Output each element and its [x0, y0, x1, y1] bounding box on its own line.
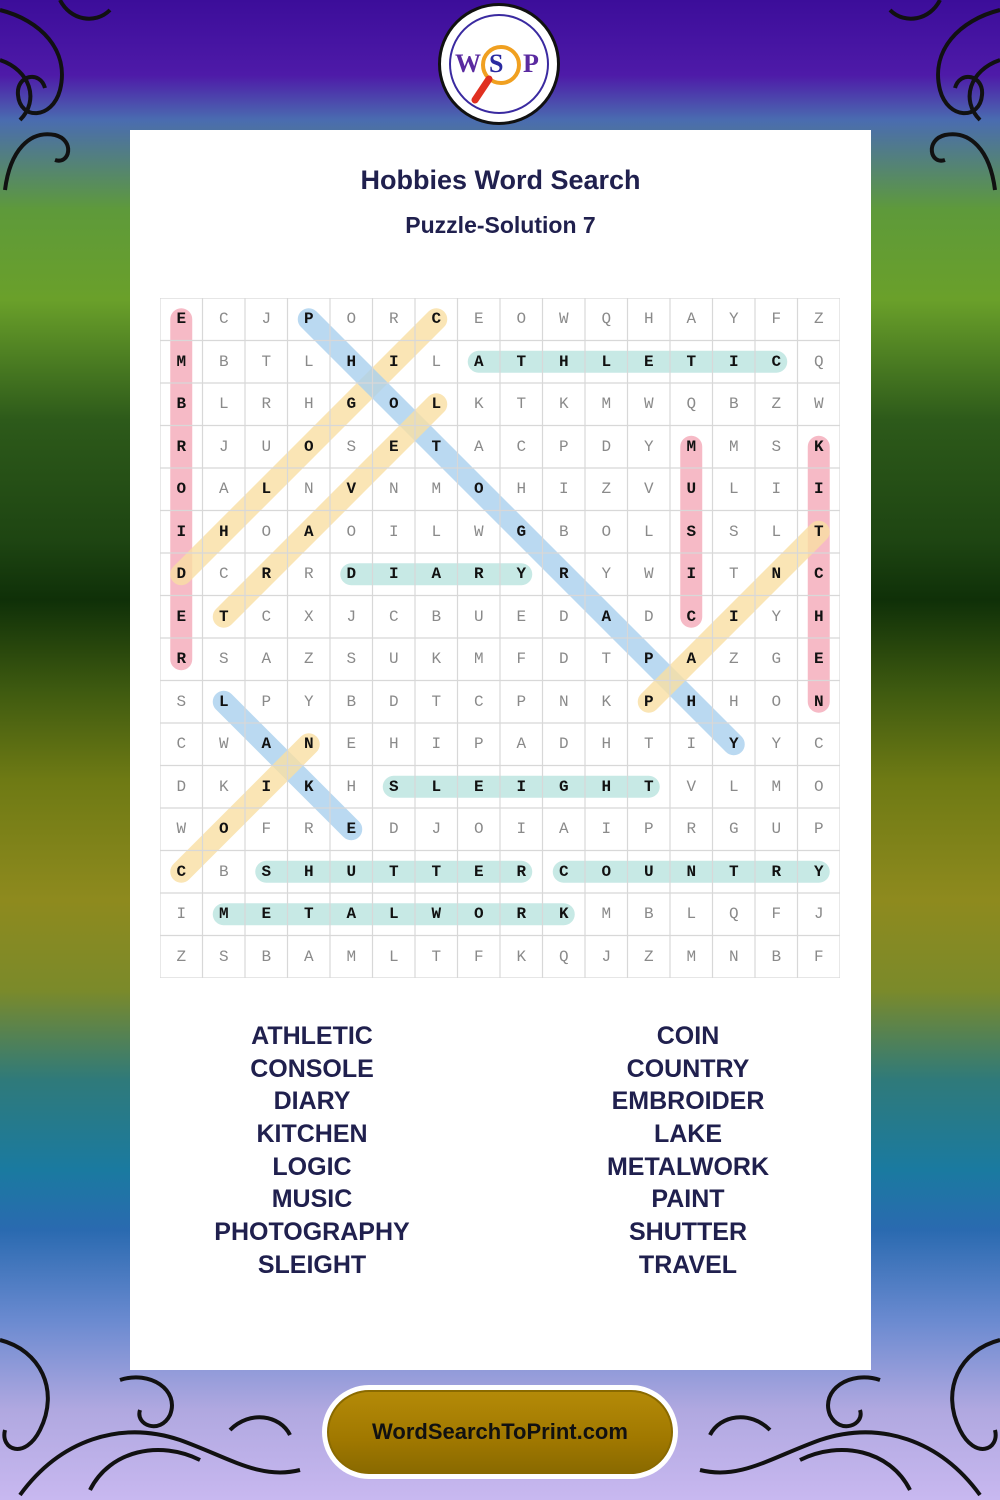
grid-cell[interactable]: R	[771, 862, 782, 881]
grid-cell[interactable]: E	[473, 777, 484, 796]
grid-cell[interactable]: T	[728, 862, 739, 881]
grid-cell[interactable]: H	[303, 862, 314, 881]
grid-cell[interactable]: W	[813, 395, 824, 413]
grid-cell[interactable]: G	[516, 522, 527, 541]
word-list-item: TRAVEL	[638, 1250, 738, 1279]
grid-cell[interactable]: C	[176, 735, 187, 753]
grid-cell[interactable]: B	[558, 522, 569, 541]
grid-cell[interactable]: I	[516, 777, 527, 796]
grid-cell[interactable]: H	[346, 777, 357, 796]
grid-cell[interactable]: I	[516, 820, 527, 838]
grid-cell[interactable]: K	[601, 692, 612, 711]
grid-cell[interactable]: R	[261, 565, 272, 583]
site-logo[interactable]	[438, 3, 560, 125]
grid-cell[interactable]: Q	[558, 947, 569, 966]
grid-cell[interactable]: I	[388, 565, 399, 583]
grid-cell[interactable]: S	[771, 437, 782, 456]
grid-cell[interactable]: L	[728, 480, 739, 498]
grid-cell[interactable]: I	[686, 735, 697, 753]
grid-cell[interactable]: D	[558, 607, 569, 626]
grid-cell[interactable]: S	[218, 650, 229, 668]
logo-letter-w: W	[455, 49, 481, 78]
grid-cell[interactable]: Z	[303, 650, 314, 668]
grid-cell[interactable]: N	[303, 735, 314, 753]
grid-cell[interactable]: V	[686, 777, 697, 796]
word-list-right	[538, 1020, 838, 1282]
grid-cell[interactable]: S	[686, 522, 697, 541]
grid-cell[interactable]: Y	[813, 862, 824, 881]
grid-cell[interactable]: O	[261, 522, 272, 541]
grid-cell[interactable]: L	[261, 480, 272, 498]
grid-cell[interactable]: B	[218, 352, 229, 371]
grid-cell[interactable]: C	[176, 862, 187, 881]
grid-cell[interactable]: C	[261, 607, 272, 626]
grid-cell[interactable]: R	[303, 820, 314, 838]
grid-cell[interactable]: K	[473, 395, 484, 413]
grid-cell[interactable]: L	[431, 395, 442, 413]
grid-cell[interactable]: U	[346, 862, 357, 881]
grid-cell[interactable]: K	[431, 650, 442, 668]
grid-cell[interactable]: M	[218, 905, 229, 923]
grid-cell[interactable]: J	[813, 905, 824, 923]
grid-cell[interactable]: P	[558, 437, 569, 456]
grid-cell[interactable]: I	[388, 352, 399, 371]
grid-cell[interactable]: N	[303, 480, 314, 498]
grid-cell[interactable]: B	[643, 905, 654, 923]
grid-cell[interactable]: H	[516, 480, 527, 498]
logo-letter-s: S	[489, 49, 504, 78]
grid-cell[interactable]: D	[176, 565, 187, 583]
word-list-item: SLEIGHT	[257, 1250, 367, 1279]
grid-cell[interactable]: I	[771, 480, 782, 498]
grid-cell[interactable]: Q	[813, 352, 824, 371]
grid-cell[interactable]: I	[686, 565, 697, 583]
grid-cell[interactable]: R	[558, 565, 569, 583]
grid-cell[interactable]: W	[643, 395, 654, 413]
word-list-item: KITCHEN	[256, 1120, 368, 1149]
grid-cell[interactable]: P	[473, 735, 484, 753]
grid-cell[interactable]: L	[431, 522, 442, 541]
word-list-item: METALWORK	[606, 1152, 769, 1181]
grid-cell[interactable]: A	[218, 480, 229, 498]
corner-ornament-top-left	[0, 0, 130, 200]
word-list-item: ATHLETIC	[251, 1022, 373, 1050]
grid-cell[interactable]: B	[771, 947, 782, 966]
grid-cell[interactable]: E	[176, 310, 187, 328]
grid-cell[interactable]: O	[473, 480, 484, 498]
grid-cell[interactable]: Y	[728, 735, 739, 753]
grid-cell[interactable]: U	[686, 480, 697, 498]
grid-cell[interactable]: N	[728, 947, 739, 966]
grid-cell[interactable]: D	[388, 692, 399, 711]
word-list-item: COIN	[656, 1022, 720, 1050]
grid-cell[interactable]: W	[431, 905, 442, 923]
grid-cell[interactable]: O	[176, 480, 187, 498]
grid-cell[interactable]: Y	[601, 565, 612, 583]
grid-cell[interactable]: O	[346, 522, 357, 541]
grid-cell[interactable]: L	[431, 352, 442, 371]
grid-cell[interactable]: L	[303, 352, 314, 371]
grid-cell[interactable]: A	[261, 650, 272, 668]
grid-cell[interactable]: E	[346, 820, 357, 838]
grid-cell[interactable]: I	[558, 480, 569, 498]
grid-cell[interactable]: H	[388, 735, 399, 753]
grid-cell[interactable]: T	[643, 735, 654, 753]
grid-cell[interactable]: K	[558, 395, 569, 413]
grid-cell[interactable]: E	[516, 607, 527, 626]
grid-cell[interactable]: F	[473, 947, 484, 966]
grid-cell[interactable]: L	[686, 905, 697, 923]
grid-cell[interactable]: C	[771, 352, 782, 371]
grid-cell[interactable]: W	[218, 735, 229, 753]
grid-cell[interactable]: P	[516, 692, 527, 711]
grid-cell[interactable]: F	[516, 650, 527, 668]
word-list-item: SHUTTER	[628, 1218, 748, 1247]
grid-cell[interactable]: B	[346, 692, 357, 711]
grid-cell[interactable]: C	[218, 310, 229, 328]
grid-cell[interactable]: O	[218, 820, 229, 838]
grid-cell[interactable]: D	[176, 777, 187, 796]
grid-cell[interactable]: A	[346, 905, 357, 923]
grid-cell[interactable]: R	[516, 905, 527, 923]
grid-cell[interactable]: O	[388, 395, 399, 413]
grid-cell[interactable]: N	[813, 692, 824, 711]
grid-cell[interactable]: C	[473, 692, 484, 711]
grid-cell[interactable]: H	[346, 352, 357, 371]
grid-cell[interactable]: B	[728, 395, 739, 413]
grid-cell[interactable]: A	[686, 310, 697, 328]
word-list-item: CONSOLE	[250, 1054, 374, 1083]
grid-cell[interactable]: H	[728, 692, 739, 711]
grid-cell[interactable]: L	[218, 692, 229, 711]
grid-cell[interactable]: C	[431, 310, 442, 328]
grid-cell[interactable]: R	[388, 310, 399, 328]
grid-cell[interactable]: C	[813, 735, 824, 753]
grid-cell[interactable]: N	[686, 862, 697, 881]
grid-cell[interactable]: J	[431, 820, 442, 838]
grid-cell[interactable]: A	[303, 947, 314, 966]
grid-cell[interactable]: M	[686, 947, 697, 966]
grid-cell[interactable]: I	[176, 522, 187, 541]
grid-cell[interactable]: I	[431, 735, 442, 753]
grid-cell[interactable]: W	[558, 310, 569, 328]
grid-cell[interactable]: O	[771, 692, 782, 711]
grid-cell[interactable]: Y	[303, 692, 314, 711]
grid-cell[interactable]: G	[346, 395, 357, 413]
grid-cell[interactable]: X	[303, 607, 314, 626]
grid-cell[interactable]: R	[261, 395, 272, 413]
grid-cell[interactable]: C	[813, 565, 824, 583]
grid-cell[interactable]: T	[516, 395, 527, 413]
grid-cell[interactable]: C	[686, 607, 697, 626]
word-list-item: PHOTOGRAPHY	[214, 1218, 410, 1247]
grid-cell[interactable]: S	[728, 522, 739, 541]
grid-cell[interactable]: T	[431, 437, 442, 456]
grid-cell[interactable]: T	[601, 650, 612, 668]
grid-cell[interactable]: F	[813, 947, 824, 966]
word-list-item: LOGIC	[272, 1152, 352, 1181]
grid-cell[interactable]: M	[176, 352, 187, 371]
grid-cell[interactable]: S	[346, 650, 357, 668]
grid-cell[interactable]: P	[643, 692, 654, 711]
grid-cell[interactable]: C	[516, 437, 527, 456]
grid-cell[interactable]: A	[686, 650, 697, 668]
grid-cell[interactable]: I	[261, 777, 272, 796]
grid-cell[interactable]: D	[558, 735, 569, 753]
grid-cell[interactable]: Z	[601, 480, 612, 498]
grid-cell[interactable]: I	[601, 820, 612, 838]
grid-cell[interactable]: R	[516, 862, 527, 881]
site-link[interactable]: WordSearchToPrint.com	[327, 1390, 673, 1474]
grid-cell[interactable]: T	[813, 522, 824, 541]
word-list-item: DIARY	[273, 1087, 351, 1116]
grid-cell[interactable]: K	[813, 437, 824, 456]
grid-cell[interactable]: C	[218, 565, 229, 583]
grid-cell[interactable]: H	[558, 352, 569, 371]
grid-cell[interactable]: F	[261, 820, 272, 838]
grid-cell[interactable]: Z	[771, 395, 782, 413]
grid-cell[interactable]: E	[176, 607, 187, 626]
grid-cell[interactable]: C	[388, 607, 399, 626]
page-subtitle: Puzzle-Solution 7	[405, 212, 596, 238]
word-list-left	[162, 1020, 462, 1282]
word-search-grid	[160, 298, 840, 978]
grid-cell[interactable]: M	[686, 437, 697, 456]
grid-cell[interactable]: D	[388, 820, 399, 838]
word-list-item: PAINT	[651, 1185, 725, 1214]
grid-cell[interactable]: F	[771, 905, 782, 923]
grid-cell[interactable]: E	[473, 862, 484, 881]
grid-cell[interactable]: A	[473, 437, 484, 456]
grid-cell[interactable]: M	[771, 777, 782, 796]
grid-cell[interactable]: J	[218, 437, 229, 456]
grid-cell[interactable]: A	[431, 565, 442, 583]
grid-cell[interactable]: T	[303, 905, 314, 923]
logo-letter-p: P	[523, 49, 539, 78]
grid-cell[interactable]: E	[388, 437, 399, 456]
grid-cell[interactable]: Z	[813, 310, 824, 328]
grid-cell[interactable]: Q	[601, 310, 612, 328]
grid-cell[interactable]: L	[431, 777, 442, 796]
grid-cell[interactable]: Z	[176, 947, 187, 966]
grid-cell[interactable]: M	[473, 650, 484, 668]
grid-cell[interactable]: E	[643, 352, 654, 371]
grid-cell[interactable]: O	[601, 522, 612, 541]
grid-cell[interactable]: V	[346, 480, 357, 498]
grid-cell[interactable]: T	[686, 352, 697, 371]
grid-cell[interactable]: T	[516, 352, 527, 371]
grid-cell[interactable]: Y	[771, 607, 782, 626]
grid-cell[interactable]: O	[473, 820, 484, 838]
grid-cell[interactable]: U	[473, 607, 484, 626]
grid-cell[interactable]: M	[728, 437, 739, 456]
grid-cell[interactable]: T	[218, 607, 229, 626]
grid-cell[interactable]: Y	[516, 565, 527, 583]
grid-cell[interactable]: I	[388, 522, 399, 541]
grid-cell[interactable]: S	[346, 437, 357, 456]
grid-cell[interactable]: R	[473, 565, 484, 583]
grid-cell[interactable]: A	[516, 735, 527, 753]
grid-cell[interactable]: C	[558, 862, 569, 881]
grid-cell[interactable]: K	[516, 947, 527, 966]
grid-cell[interactable]: L	[643, 522, 654, 541]
grid-cell[interactable]: B	[176, 395, 187, 413]
grid-cell[interactable]: V	[643, 480, 654, 498]
grid-cell[interactable]: L	[218, 395, 229, 413]
grid-cell[interactable]: B	[261, 947, 272, 966]
grid-cell[interactable]: P	[303, 310, 314, 328]
grid-cell[interactable]: O	[813, 777, 824, 796]
grid-cell[interactable]: T	[388, 862, 399, 881]
grid-cell[interactable]: Z	[643, 947, 654, 966]
grid-cell[interactable]: Y	[643, 437, 654, 456]
grid-cell[interactable]: J	[601, 947, 612, 966]
grid-cell[interactable]: H	[643, 310, 654, 328]
grid-cell[interactable]: H	[601, 777, 612, 796]
grid-cell[interactable]: L	[388, 905, 399, 923]
grid-cell[interactable]: K	[303, 777, 314, 796]
grid-cell[interactable]: Z	[728, 650, 739, 668]
grid-cell[interactable]: H	[686, 692, 697, 711]
word-list-item: MUSIC	[271, 1185, 353, 1214]
grid-cell[interactable]: U	[771, 820, 782, 838]
grid-cell[interactable]: W	[473, 522, 484, 541]
grid-cell[interactable]: A	[558, 820, 569, 838]
grid-cell[interactable]: L	[771, 522, 782, 541]
grid-cell[interactable]: P	[813, 820, 824, 838]
grid-cell[interactable]: P	[643, 650, 654, 668]
grid-cell[interactable]: E	[261, 905, 272, 923]
grid-cell[interactable]: U	[643, 862, 654, 881]
grid-cell[interactable]: H	[218, 522, 229, 541]
grid-cell[interactable]: D	[346, 565, 357, 583]
grid-cell[interactable]: A	[303, 522, 314, 541]
grid-cell[interactable]: P	[261, 692, 272, 711]
grid-cell[interactable]: T	[643, 777, 654, 796]
grid-letters	[160, 298, 840, 978]
corner-ornament-top-right	[870, 0, 1000, 200]
grid-cell[interactable]: N	[388, 480, 399, 498]
grid-cell[interactable]: O	[473, 905, 484, 923]
grid-cell[interactable]: R	[176, 650, 187, 668]
grid-cell[interactable]: G	[558, 777, 569, 796]
grid-cell[interactable]: M	[431, 480, 442, 498]
grid-cell[interactable]: Q	[686, 395, 697, 413]
grid-cell[interactable]: Y	[771, 735, 782, 753]
grid-cell[interactable]: G	[771, 650, 782, 668]
grid-cell[interactable]: U	[261, 437, 272, 456]
grid-cell[interactable]: O	[303, 437, 314, 456]
grid-cell[interactable]: N	[771, 565, 782, 583]
logo-ring	[449, 14, 549, 114]
grid-cell[interactable]: W	[643, 565, 654, 583]
grid-cell[interactable]: K	[218, 777, 229, 796]
grid-cell[interactable]: N	[558, 692, 569, 711]
grid-cell[interactable]: L	[388, 947, 399, 966]
grid-cell[interactable]: Q	[728, 905, 739, 923]
grid-cell[interactable]: R	[303, 565, 314, 583]
grid-cell[interactable]: J	[261, 310, 272, 328]
grid-cell[interactable]: E	[813, 650, 824, 668]
grid-cell[interactable]: D	[601, 437, 612, 456]
grid-cell[interactable]: E	[473, 310, 484, 328]
grid-cell[interactable]: S	[218, 947, 229, 966]
grid-cell[interactable]: L	[601, 352, 612, 371]
grid-cell[interactable]: G	[728, 820, 739, 838]
grid-cell[interactable]: R	[176, 437, 187, 456]
grid-cell[interactable]: H	[813, 607, 824, 626]
grid-cell[interactable]: O	[601, 862, 612, 881]
grid-cell[interactable]: M	[601, 905, 612, 923]
grid-cell[interactable]: A	[473, 352, 484, 371]
grid-cell[interactable]: O	[346, 310, 357, 328]
grid-cell[interactable]: I	[813, 480, 824, 498]
grid-cell[interactable]: A	[261, 735, 272, 753]
grid-cell[interactable]: T	[431, 692, 442, 711]
grid-cell[interactable]: S	[176, 692, 187, 711]
grid-cell[interactable]: M	[601, 395, 612, 413]
grid-cell[interactable]: P	[643, 820, 654, 838]
grid-cell[interactable]: T	[261, 352, 272, 371]
grid-cell[interactable]: M	[346, 947, 357, 966]
grid-cell[interactable]: R	[686, 820, 697, 838]
footer-badge	[322, 1385, 678, 1479]
word-list-item: EMBROIDER	[611, 1087, 765, 1116]
grid-cell[interactable]: W	[176, 820, 187, 838]
grid-cell[interactable]: U	[388, 650, 399, 668]
grid-cell[interactable]: I	[176, 905, 187, 923]
word-list-item: LAKE	[653, 1120, 723, 1149]
grid-cell[interactable]: T	[728, 565, 739, 583]
grid-cell[interactable]: B	[218, 862, 229, 881]
grid-cell[interactable]: L	[728, 777, 739, 796]
grid-cell[interactable]: K	[558, 905, 569, 923]
grid-cell[interactable]: B	[431, 607, 442, 626]
grid-cell[interactable]: F	[771, 310, 782, 328]
grid-cell[interactable]: D	[558, 650, 569, 668]
grid-cell[interactable]: O	[516, 310, 527, 328]
grid-cell[interactable]: D	[643, 607, 654, 626]
page-title: Hobbies Word Search	[360, 165, 641, 195]
grid-cell[interactable]: T	[431, 862, 442, 881]
grid-cell[interactable]: I	[728, 607, 739, 626]
grid-cell[interactable]: S	[388, 777, 399, 796]
grid-cell[interactable]: J	[346, 607, 357, 626]
grid-cell[interactable]: T	[431, 947, 442, 966]
word-list-item: COUNTRY	[626, 1054, 750, 1083]
grid-cell[interactable]: I	[728, 352, 739, 371]
grid-cell[interactable]: Y	[728, 310, 739, 328]
grid-cell[interactable]: E	[346, 735, 357, 753]
grid-cell[interactable]: S	[261, 862, 272, 881]
grid-cell[interactable]: H	[303, 395, 314, 413]
magnifier-icon	[471, 38, 531, 108]
grid-cell[interactable]: A	[601, 607, 612, 626]
grid-cell[interactable]: H	[601, 735, 612, 753]
